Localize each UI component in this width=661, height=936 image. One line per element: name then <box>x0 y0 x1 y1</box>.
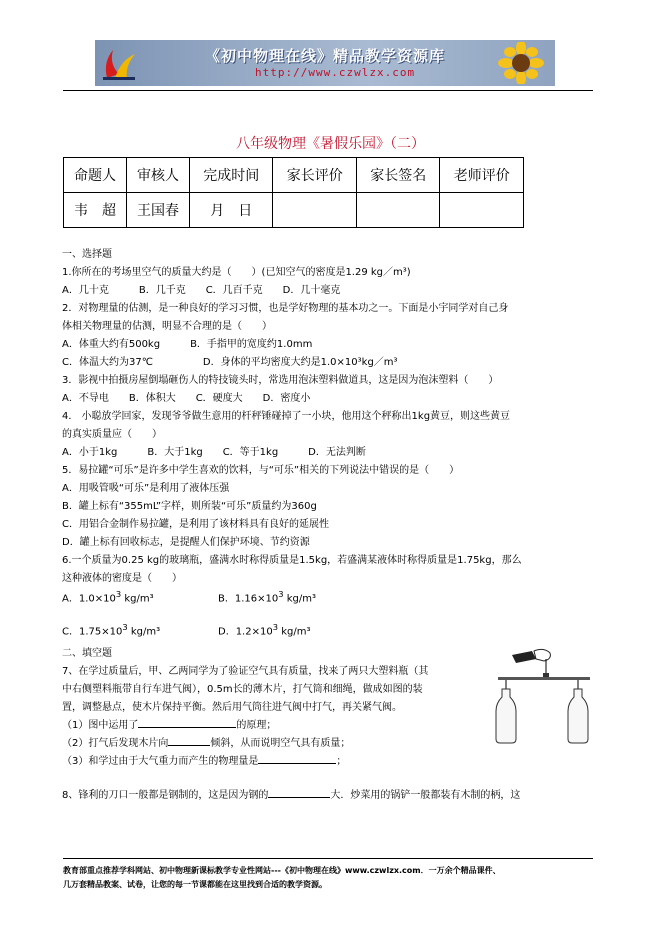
header-cell: 审核人 <box>126 158 189 193</box>
footer-divider <box>63 858 593 859</box>
question-line: B．罐上标有“355mL”字样，则所装“可乐”质量约为360g <box>62 501 317 512</box>
header-cell: 完成时间 <box>189 158 273 193</box>
value-cell <box>273 193 357 228</box>
question-line: 1.你所在的考场里空气的质量大约是（ ）(已知空气的密度是1.29 kg／m³) <box>62 267 411 278</box>
section-choice <box>62 246 592 588</box>
sunflower-icon <box>491 42 551 84</box>
question-line: 中右侧塑料瓶带自行车进气阀），0.5m长的薄木片，打气筒和细绳，做成如图的装 <box>62 684 423 695</box>
question-line: 5．易拉罐“可乐”是许多中学生喜欢的饮料，与“可乐”相关的下列说法中错误的是（ ） <box>62 465 460 476</box>
answer-blank[interactable] <box>168 745 210 746</box>
header-divider <box>63 90 593 91</box>
question-line: A．几十克 B．几千克 C．几百千克 D．几十毫克 <box>62 285 341 296</box>
footer-line: 几万套精品教案、试卷，让您的每一节课都能在这里找到合适的教学资源。 <box>63 880 327 889</box>
q8-line: 8、锋利的刀口一般都是钢制的，这是因为钢的 大．炒菜用的锅铲一般都装有木制的柄，这 <box>62 790 521 801</box>
question-line: 3．影视中拍摄房屋倒塌砸伤人的特技镜头时，常选用泡沫塑料做道具，这是因为泡沫塑料（ ） <box>62 375 499 386</box>
question-line: A．不导电 B．体积大 C．硬度大 D．密度小 <box>62 393 311 404</box>
question-line: 4． 小聪放学回家，发现爷爷做生意用的杆秤锤碰掉了一小块，他用这个秤称出1kg黄豆，则这些黄豆 <box>62 411 511 422</box>
question-line: 的真实质量应（ ） <box>62 429 162 440</box>
question-line: A．用吸管吸“可乐”是利用了液体压强 <box>62 483 230 494</box>
banner-title: 《初中物理在线》精品教学资源库 <box>205 47 446 65</box>
question-line: 置，调整悬点，使木片保持平衡。然后用气筒往进气阀中打气，再关紧气阀。 <box>62 702 402 713</box>
info-table-value-row <box>64 193 524 228</box>
question-line: 这种液体的密度是（ ） <box>62 573 182 584</box>
q6-option-b: B．$1.16\times 10^3$ kg/m³ <box>218 589 316 605</box>
question-line: C．体温大约为37℃ D．身体的平均密度大约是1.0×10³kg／m³ <box>62 357 398 368</box>
question-line: 2．对物理量的估测，是一种良好的学习习惯，也是学好物理的基本功之一。下面是小宇同学对自己身 <box>62 303 509 314</box>
question-line: A．体重大约有500kg B．手指甲的宽度约1.0mm <box>62 339 313 350</box>
document-title: 八年级物理《暑假乐园》（二） <box>236 136 425 152</box>
question-line: C．用铝合金制作易拉罐，是利用了该材料具有良好的延展性 <box>62 519 329 530</box>
header-cell: 家长评价 <box>273 158 357 193</box>
header-cell: 老师评价 <box>440 158 524 193</box>
section-fill <box>62 645 492 771</box>
info-table-header-row <box>64 158 524 193</box>
header-banner <box>95 40 555 86</box>
footer-line: 教育部重点推荐学科网站、初中物理新课标教学专业性网站---《初中物理在线》www.czwlzx.com．一万余个精品课件、 <box>63 866 501 875</box>
question-line: 7、在学过质量后，甲、乙两同学为了验证空气具有质量，找来了两只大塑料瓶（其 <box>62 666 429 677</box>
question-line: D．罐上标有回收标志，是提醒人们保护环境、节约资源 <box>62 537 310 548</box>
banner-url: http://www.czwlzx.com <box>255 66 416 79</box>
value-cell: 月 日 <box>189 193 273 228</box>
page-footer <box>63 864 593 892</box>
answer-blank[interactable] <box>258 763 336 764</box>
q7-part-2: （2）打气后发现木片向 倾斜，从而说明空气具有质量； <box>62 738 351 749</box>
answer-blank[interactable] <box>138 727 236 728</box>
value-cell: 王国春 <box>126 193 189 228</box>
q6-option-d: D．$1.2\times 10^3$ kg/m³ <box>218 622 311 638</box>
section-heading: 二、填空题 <box>62 648 112 659</box>
q7-part-3: （3）和学过由于大气重力而产生的物理量是 ； <box>62 756 347 767</box>
q6-option-a: A．$1.0\times 10^3$ kg/m³ <box>62 589 154 605</box>
site-logo-icon <box>99 44 139 82</box>
answer-blank[interactable] <box>268 797 330 798</box>
header-cell: 家长签名 <box>356 158 440 193</box>
info-table <box>63 157 524 228</box>
header-cell: 命题人 <box>64 158 127 193</box>
value-cell: 韦 超 <box>64 193 127 228</box>
value-cell <box>356 193 440 228</box>
question-line: 6.一个质量为0.25 kg的玻璃瓶，盛满水时称得质量是1.5kg，若盛满某液体时称得质量是1.75kg，那么 <box>62 555 522 566</box>
value-cell <box>440 193 524 228</box>
balance-apparatus-illustration <box>494 645 594 745</box>
question-line: 体相关物理量的估测，明显不合理的是（ ） <box>62 321 272 332</box>
section-heading: 一、选择题 <box>62 249 112 260</box>
question-line: A．小于1kg B．大于1kg C．等于1kg D．无法判断 <box>62 447 366 458</box>
q7-part-1: （1）图中运用了 的原理； <box>62 720 277 731</box>
q6-option-c: C．$1.75\times 10^3$ kg/m³ <box>62 622 161 638</box>
